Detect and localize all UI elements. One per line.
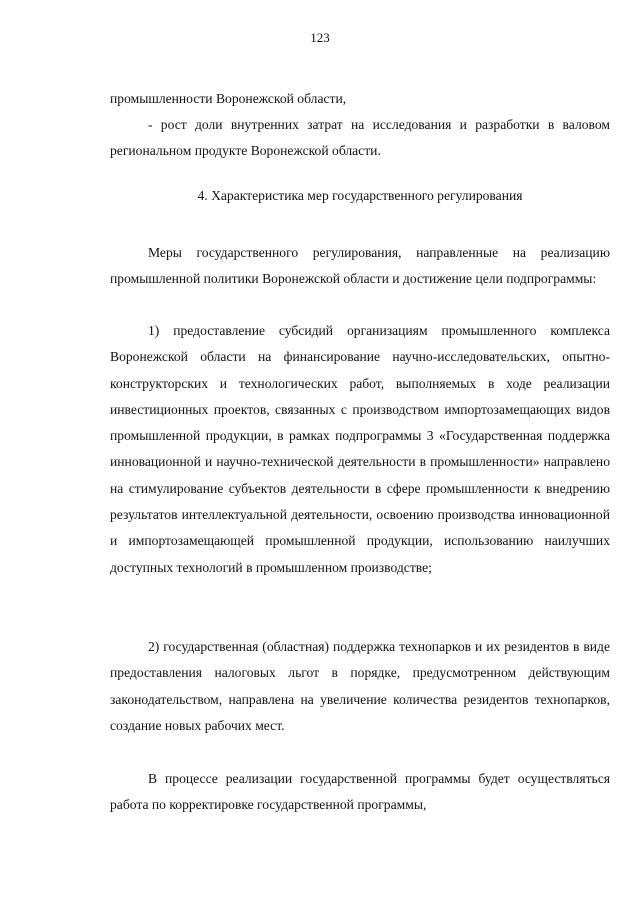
closing-paragraph: В процессе реализации государственной программы будет осуществляться работа по корректировке государственной программы, bbox=[110, 771, 610, 813]
section-heading: 4. Характеристика мер государственного регулирования bbox=[197, 188, 523, 203]
page-number: 123 bbox=[310, 30, 330, 45]
intro-paragraph: Меры государственного регулирования, направленные на реализацию промышленной политики Воронежской области и достижение цели подпрограммы: bbox=[110, 245, 610, 287]
bullet-growth: - рост доли внутренних затрат на исследования и разработки в валовом региональном продукте Воронежской области. bbox=[110, 117, 610, 159]
measure-2-paragraph: 2) государственная (областная) поддержка технопарков и их резидентов в виде предоставления налоговых льгот в порядке, предусмотренном действующим законодательством, направлена на увеличение количества резидентов технопарков, создание новых рабочих мест. bbox=[110, 639, 610, 733]
continuation-line: промышленности Воронежской области, bbox=[110, 91, 347, 106]
measure-1-paragraph: 1) предоставление субсидий организациям промышленного комплекса Воронежской области на финансирование научно-исследовательских, опытно-конструкторских и технологических работ, выполняемых в ходе реализации инвестиционных проектов, связанных с производством импортозамещающих видов промышленной продукции, в рамках подпрограммы 3 «Государственная поддержка инновационной и научно-технической деятельности в промышленности» направлено на стимулирование субъектов деятельности в сфере промышленности к внедрению результатов интеллектуальной деятельности, освоению производства инновационной и импортозамещающей промышленной продукции, использованию наилучших доступных технологий в промышленном производстве; bbox=[110, 323, 610, 575]
